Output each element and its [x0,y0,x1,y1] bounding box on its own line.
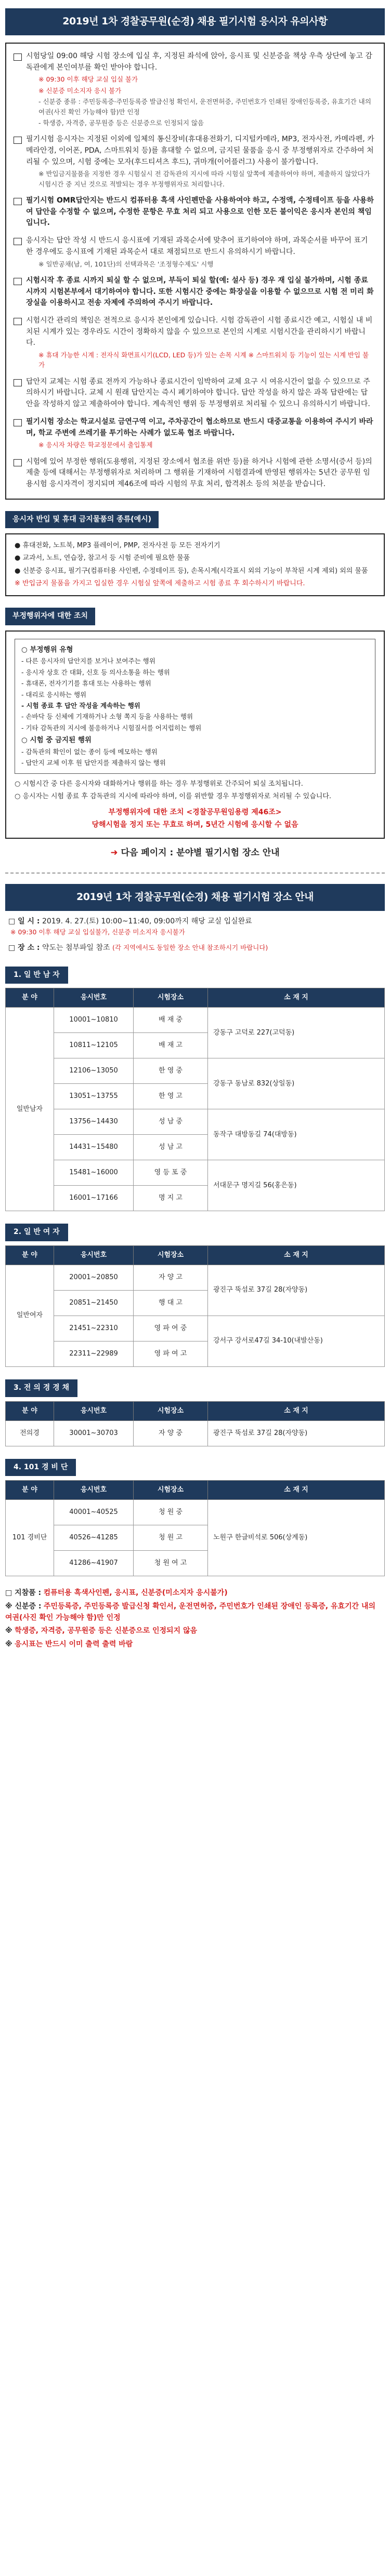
fraud-line: - 휴대폰, 전자기기를 휴대 또는 사용하는 행위 [21,679,151,688]
checkbox-icon [14,278,22,285]
table-row: 14431~15480 성 남 고 [6,1135,385,1160]
notice-item [14,315,374,370]
fraud-line: - 응시자 상호 간 대화, 신호 등 의사소통을 하는 행위 [21,668,170,676]
notice-sub-note: ※ 반입금지물품을 지정한 경우 시험실시 전 감독관의 지시에 따라 시험실 앞쪽에 제출하여야 하며, 제출하지 않았다가 시험시간 중 지닌 것으로 적발되는 경우 부정행위자로 처리합니다. [38,170,370,188]
fraud-subbox [15,639,375,774]
notice-item [14,235,374,269]
notice-item [14,275,374,309]
table-row: 41286~41907 청 원 여 고 [6,1551,385,1576]
footer-row: ※ 학생증, 자격증, 공무원증 등은 신분증으로 인정되지 않음 [5,1627,198,1635]
notice-item-text: 필기시험 장소는 학교시설로 금연구역 이고, 주차공간이 협소하므로 반드시 대중교통을 이용하여 주시기 바라며, 학교 주변에 쓰레기를 투기하는 사례가 없도록 협조 바랍니다. ※ 응시자 차량은 학교정문에서 출입통제 [26,417,374,450]
banned-item: ● 휴대전화, 노트북, MP3 플레이어, PMP, 전자사전 등 모든 전자기기 [15,542,220,550]
venue-title: 2019년 1차 경찰공무원(순경) 채용 필기시험 장소 안내 [76,891,314,903]
venue-title-banner [5,884,385,911]
checkbox-icon [14,459,22,466]
footer-row: □ 지참품 : 컴퓨터용 흑색사인펜, 응시표, 신분증(미소지자 응시불가) [5,1589,228,1598]
notice-sub-note: ※ 09:30 이후 해당 교실 입실 불가 [38,75,138,84]
notice-sub-note: ※ 응시자 차량은 학교정문에서 출입통제 [38,441,153,449]
notice-item-text: 답안지 교체는 시험 종료 전까지 가능하나 종료시간이 임박하여 교체 요구 시 여유시간이 없을 수 있으므로 주의하시기 바랍니다. 교체 시 원래 답안지는 즉시 폐기하여야 합니다. 답안 작성을 하지 않은 과목 답란에는 답안을 작성하지 않고 제출하여야 합니다. 계속적인 행위 등 부정행위로 처리될 수 있으니 유의하시기 바랍니다. [26,377,370,409]
notice-sub-note: ※ 일반공채(남, 여, 101단)의 선택과목은 '조정형수제도' 시행 [38,260,214,268]
table-row: 일반남자 10001~10810 배 재 중 강동구 고덕로 227(고덕동) [6,1008,385,1033]
footer-notes [5,1588,385,1650]
section-tag-conscript: 3. 전 의 경 경 채 [5,1379,77,1397]
checkbox-icon [14,53,22,61]
checkbox-icon [14,419,22,426]
notice-item-text: 시험에 있어 부정한 행위(도용행위, 지정된 장소에서 협조를 위반 등)를 하거나 시험에 관한 소명서(증서 등)의 제출 등에 대해서는 부정행위자로 처리하며 그 행위를 기재하여 시험결과에 반영된 행위자는 5년간 공무원 임용시험 응시자격이 정지되며 제46조에 따라 시험의 무효 처리, 합격취소 등의 처분을 받습니다. [26,457,372,488]
footer-row: ※ 신분증 : 주민등록증, 주민등록증 발급신청 확인서, 운전면허증, 주민번호가 인쇄된 장애인 등록증, 유효기간 내의 여권(사진 확인 가능해야 함)만 인정 [5,1602,376,1622]
law-result: 당해시험을 정지 또는 무효로 하며, 5년간 시험에 응시할 수 없음 [92,820,298,829]
banned-item-note: ※ 반입금지 물품을 가지고 입실한 경우 시험실 앞쪽에 제출하고 시험 종료 후 회수하시기 바랍니다. [15,579,305,587]
section-divider [5,873,385,874]
table-row: 101 경비단 40001~40525 청 원 중 노원구 한글비석로 506(상계동) [6,1500,385,1525]
checkbox-icon [14,198,22,205]
next-page-label: 다음 페이지 : 분야별 필기시험 장소 안내 [121,848,280,858]
table-row: 10811~12105 배 재 고 [6,1033,385,1058]
fraud-line: - 시험 종료 후 답안 작성을 계속하는 행위 [21,701,140,709]
notice-sub-note: - 학생증, 자격증, 공무원증 등은 신분증으로 인정되지 않음 [38,118,204,127]
fraud-heading: 부정행위자에 대한 조치 [5,608,95,625]
notice-item-text: 시험시작 후 종료 시까지 퇴실 할 수 없으며, 부득이 퇴실 할(예: 설사 등) 경우 재 입실 불가하며, 시험 종료 시까지 시험본부에서 대기하여야 합니다. 또한 시험시간 중에는 화장실을 이용할 수 없으므로 시험 전 미리 화장실을 이용하시고 전송 자제에 주의하여 주시기 바랍니다. [26,276,374,307]
notice-item [14,377,374,410]
next-page-link[interactable] [0,846,390,860]
fraud-line: - 답안지 교체 이후 원 답안지를 제출하지 않는 행위 [21,759,166,767]
table-row: 전의경 30001~30703 자 양 중 광진구 뚝섬로 37길 28(자양동) [6,1420,385,1446]
table-row: 16001~17166 명 지 고 [6,1186,385,1211]
fraud-line: - 대리로 응시하는 행위 [21,690,87,699]
notice-sub-note: ※ 휴대 가능한 시계 : 전자식 화면표시기(LCD, LED 등)가 있는 손목 시계 ※ 스마트워치 등 기능이 있는 시계 반입 불가 [38,351,369,369]
table-row: 12106~13050 한 영 중 강동구 동남로 832(상일동) [6,1058,385,1084]
table-row: 22311~22989 영 파 여 고 [6,1341,385,1366]
notice-item [14,134,374,189]
notice-sub-note: - 신분증 종류 : 주민등록증·주민등록증 발급신청 확인서, 운전면허증, 주민번호가 인쇄된 장애인등록증, 유효기간 내의 여권(사진 확인 가능해야 함)만 인정 [38,98,371,116]
notice-item [14,417,374,450]
checkbox-icon [14,238,22,245]
fraud-box [5,630,385,839]
law-line: 부정행위자에 대한 조치 <경찰공무원임용령 제46조> [108,808,282,817]
section-tag-101-guard: 4. 101 경 비 단 [5,1459,76,1477]
banned-items-heading: 응시자 반입 및 휴대 금지물품의 종류(예시) [5,511,159,529]
table-row: 20851~21450 행 대 고 [6,1290,385,1316]
fraud-line: - 손바닥 등 신체에 기재하거나 소형 쪽지 등을 사용하는 행위 [21,713,193,721]
notice-item [14,195,374,229]
fraud-section-title: ○ 부정행위 유형 [21,645,73,654]
fraud-line: - 감독관의 확인이 없는 종이 등에 메모하는 행위 [21,748,158,756]
section-tag-general-male: 1. 일 반 남 자 [5,967,68,984]
venue-table-conscript [5,1401,385,1446]
notice-item-text: 필기시험 응시자는 지정된 이외에 일체의 통신장비(휴대용전화기, 디지털카메라, MP3, 전자사전, 카메라펜, 카메라안경, 이어폰, PDA, 스마트워치 등)를 휴대할 수 없으며, 금지된 물품을 응시 중 부정행위자로 간주하여 처리될 수 있으며, 시험 중에는 모자(후드티셔츠 후드), 귀마개(이어플러그) 사용이 불가합니다. ※ 반입금지물품을 지정한 경우 시험실시 전 감독관의 지시에 따라 시험실 앞쪽에 제출하여야 하며, 제출하지 않았다가 시험시간 중 지닌 것으로 적발되는 경우 부정행위자로 처리합니다. [26,134,374,189]
table-row: 15481~16000 영 등 포 중 서대문구 명지길 56(홍은동) [6,1160,385,1186]
table-header-row: 분 야 응시번호 시험장소 소 재 지 [6,1245,385,1265]
fraud-line: - 다른 응시자의 답안지를 보거나 보여주는 행위 [21,657,155,665]
table-header-row: 분 야 응시번호 시험장소 소 재 지 [6,1401,385,1420]
exam-place-row: □ 장 소 : 약도는 첨부파일 참조 (각 지역에서도 동일한 장소 안내 참조하시기 바랍니다) [8,943,268,952]
checkbox-icon [14,379,22,386]
notice-item [14,457,374,490]
table-row: 40526~41285 청 원 고 [6,1525,385,1551]
fraud-note: ○ 응시자는 시험 종료 후 감독관의 지시에 따라야 하며, 이를 위반할 경우 부정행위자로 처리될 수 있습니다. [15,792,332,800]
banned-items-box [5,533,385,596]
venue-table-general-female [5,1245,385,1367]
arrow-right-icon: ➜ [110,848,118,858]
exam-date-row: □ 일 시 : 2019. 4. 27.(토) 10:00~11:40, 09:00까지 해당 교실 입실완료 [8,917,252,925]
footer-row: ※ 응시표는 반드시 이미 출력 출력 바람 [5,1640,133,1649]
fraud-line: - 기타 감독관의 지시에 불응하거나 시험질서를 어지럽히는 행위 [21,723,202,732]
fraud-section-title: ○ 시험 중 금지된 행위 [21,736,92,745]
venue-table-101-guard [5,1480,385,1576]
notice-title-banner [5,8,385,35]
notice-box [5,43,385,500]
checkbox-icon [14,137,22,144]
notice-item-text: 시험시간 관리의 책임은 전적으로 응시자 본인에게 있습니다. 시험 감독관이 시험 종료시간 예고, 시험실 내 비치된 시계가 있는 경우라도 시간이 정확하지 않을 수 있으므로 본인의 시계로 시험시간을 관리하시기 바랍니다. ※ 휴대 가능한 시계 : 전자식 화면표시기(LCD, LED 등)가 있는 손목 시계 ※ 스마트워치 등 기능이 있는 시계 반입 불가 [26,315,374,370]
banned-item: ● 교과서, 노트, 연습장, 참고서 등 시험 준비에 필요한 물품 [15,554,190,562]
table-row: 21451~22310 영 파 여 중 강서구 강서로47길 34-10(내발산동) [6,1316,385,1341]
table-row: 13756~14430 성 남 중 동작구 대방동길 74(대방동) [6,1109,385,1135]
fraud-note: ○ 시험시간 중 다른 응시자와 대화하거나 행위를 하는 경우 부정행위로 간주되어 퇴실 조치됩니다. [15,780,303,788]
notice-item-text: 응시자는 답안 작성 시 반드시 응시표에 기재된 과목순서에 맞추어 표기하여야 하며, 과목순서를 바꾸어 표기한 경우에도 응시표에 기재된 과목순서 대로 채점되므로 반드시 유의하시기 바랍니다. ※ 일반공채(남, 여, 101단)의 선택과목은 '조정형수제도' 시행 [26,235,374,269]
venue-table-general-male [5,988,385,1211]
notice-sub-note: ※ 신분증 미소지자 응시 불가 [38,86,122,95]
notice-item-text: 시험당일 09:00 해당 시험 장소에 입실 후, 지정된 좌석에 앉아, 응시표 및 신분증을 책상 우측 상단에 놓고 감독관에게 본인여부를 확인 받아야 합니다. ※ 09:30 이후 해당 교실 입실 불가 ※ 신분증 미소지자 응시 불가 - 신분증 종류 : 주민등록증·주민등록증 발급신청 확인서, 운전면허증, 주민번호가 인쇄된 장애인등록증, 유효기간 내의 여권(사진 확인 가능해야 함)만 인정 - 학생증, 자격증, 공무원증 등은 신분증으로 인정되지 않음 [26,51,374,128]
exam-date-note: ※ 09:30 이후 해당 교실 입실불가, 신분증 미소지자 응시불가 [10,928,185,936]
notice-item-text: 필기시험 OMR답안지는 반드시 컴퓨터용 흑색 사인펜만을 사용하여야 하고, 수정액, 수정테이프 등을 사용하여 답안을 수정할 수 없으며, 수정한 문항은 무효 처리 되고 사용으로 인한 모든 불이익은 응시자 본인의 책임입니다. [26,196,374,227]
table-row: 일반여자 20001~20850 자 양 고 광진구 뚝섬로 37길 28(자양동) [6,1265,385,1290]
table-header-row: 분 야 응시번호 시험장소 소 재 지 [6,988,385,1008]
table-header-row: 분 야 응시번호 시험장소 소 재 지 [6,1481,385,1500]
section-tag-general-female: 2. 일 반 여 자 [5,1224,68,1241]
table-row: 13051~13755 한 영 고 [6,1084,385,1109]
checkbox-icon [14,318,22,325]
notice-item [14,51,374,128]
banned-item: ● 신분증 응시표, 필기구(컴퓨터용 사인펜, 수정테이프 등), 손목시계(시각표시 외의 기능이 부착된 시계 제외) 외의 물품 [15,567,368,575]
notice-title: 2019년 1차 경찰공무원(순경) 채용 필기시험 응시자 유의사항 [62,16,328,28]
